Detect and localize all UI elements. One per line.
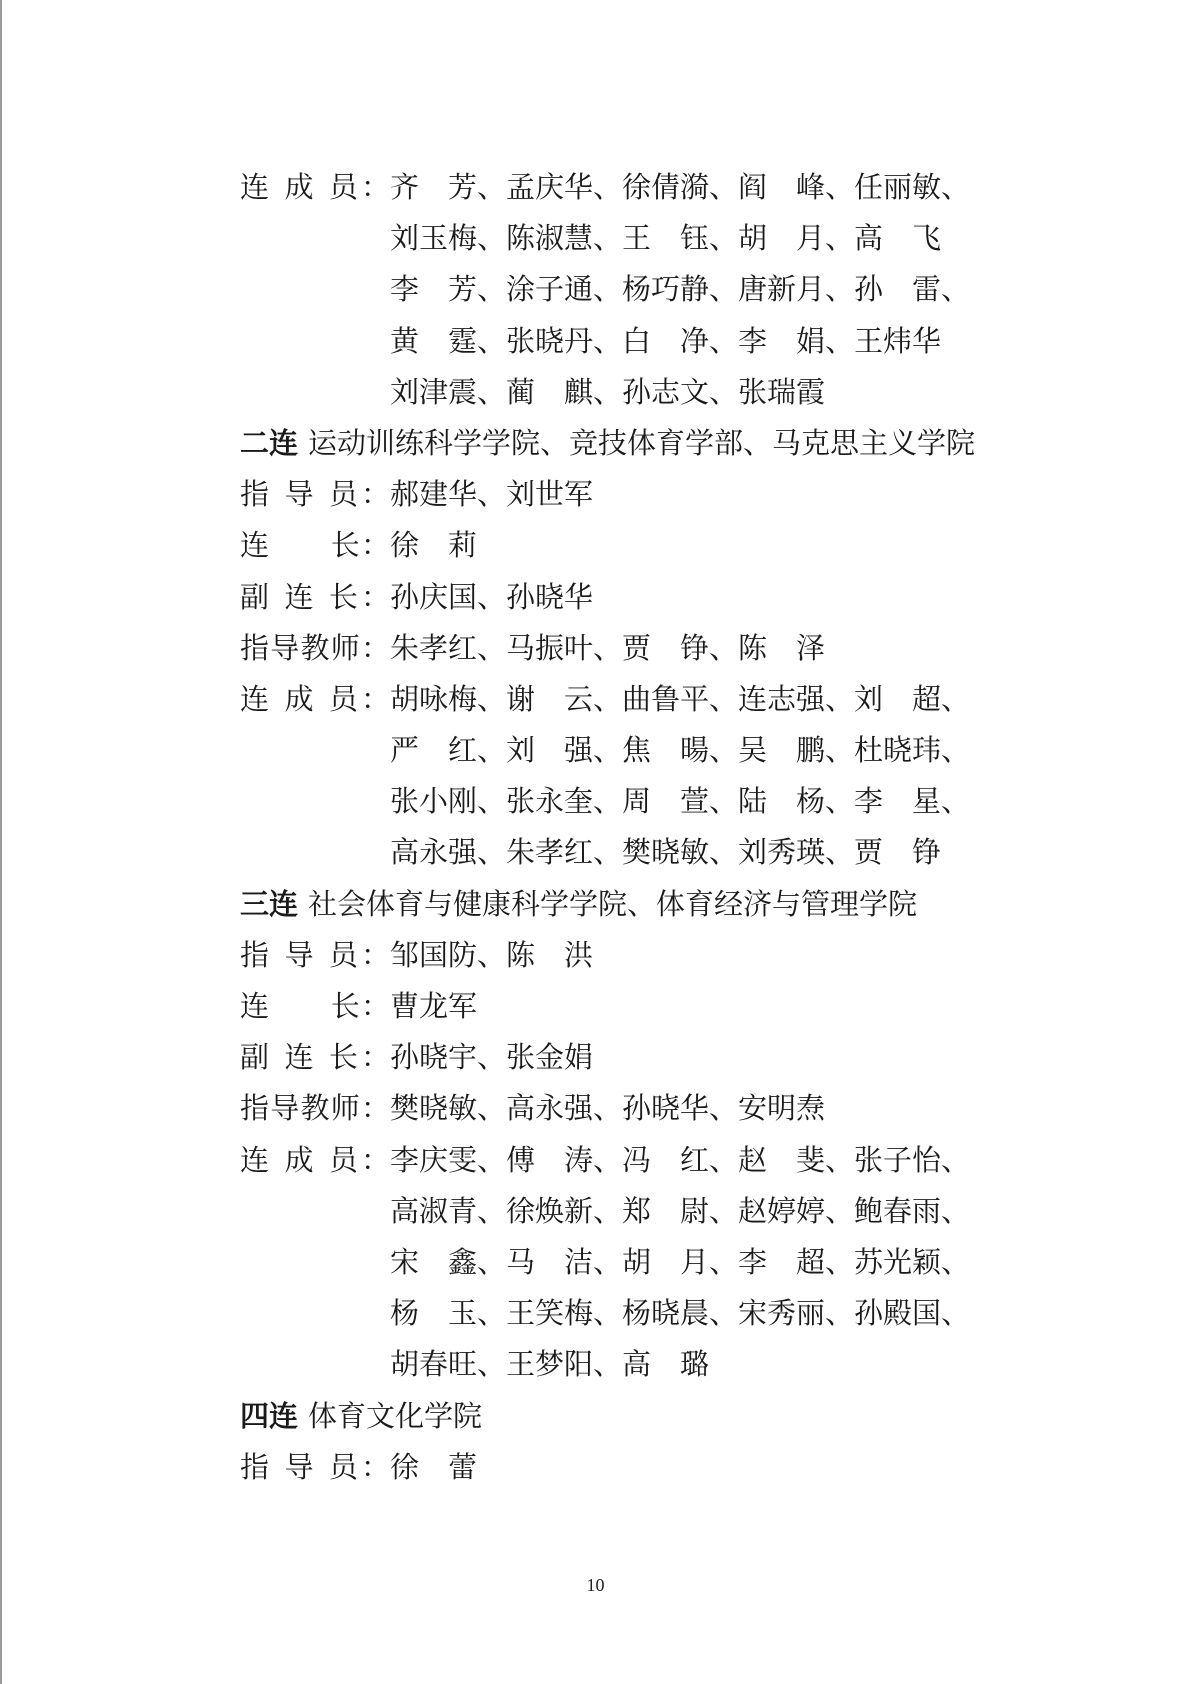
member-names: 郝建华、刘世军	[390, 477, 594, 512]
roster-line	[240, 1083, 1040, 1134]
member-names: 曹龙军	[390, 989, 478, 1023]
roster-line	[240, 930, 1040, 981]
roster-line-continued	[240, 1339, 1040, 1390]
member-names: 朱孝红、马振叶、贾 铮、陈 泽	[390, 630, 826, 665]
roster-line-continued	[240, 1186, 1040, 1237]
member-names: 张小刚、张永奎、周 萱、陆 杨、李 星、	[390, 784, 971, 819]
role-label: 副 连 长：	[240, 579, 390, 614]
company-title: 二连	[240, 425, 299, 460]
roster-line	[240, 1442, 1040, 1493]
member-names: 杨 玉、王笑梅、杨晓晨、宋秀丽、孙殿国、	[390, 1296, 971, 1331]
roster-line	[240, 981, 1040, 1032]
company-heading	[240, 418, 1040, 469]
company-units: 运动训练科学学院、竞技体育学部、马克思主义学院	[308, 425, 976, 460]
role-label: 连 成 员：	[240, 1142, 390, 1177]
roster-line-continued	[240, 1237, 1040, 1288]
member-names: 高淑青、徐焕新、郑 尉、赵婷婷、鲍春雨、	[390, 1193, 971, 1228]
role-label: 连 长：	[240, 528, 390, 563]
roster-line	[240, 469, 1040, 520]
member-names: 李庆雯、傅 涛、冯 红、赵 斐、张子怡、	[390, 1142, 971, 1177]
roster-line-continued	[240, 776, 1040, 827]
member-names: 高永强、朱孝红、樊晓敏、刘秀瑛、贾 铮	[390, 835, 942, 870]
member-names: 宋 鑫、马 洁、胡 月、李 超、苏光颖、	[390, 1244, 971, 1279]
company-heading	[240, 1391, 1040, 1442]
member-names: 邹国防、陈 洪	[390, 937, 594, 972]
roster-line	[240, 162, 1040, 213]
member-names: 孙晓宇、张金娟	[390, 1040, 594, 1075]
member-names: 徐 莉	[390, 528, 478, 563]
member-names: 刘玉梅、陈淑慧、王 钰、胡 月、高 飞	[390, 221, 942, 256]
member-names: 徐 蕾	[390, 1449, 478, 1484]
roster-line-continued	[240, 367, 1040, 418]
roster-line-continued	[240, 725, 1040, 776]
role-label: 连 长：	[240, 989, 390, 1023]
page-edge-line	[0, 0, 2, 1684]
member-names: 樊晓敏、高永强、孙晓华、安明焘	[390, 1091, 826, 1126]
roster-line	[240, 674, 1040, 725]
member-names: 严 红、刘 强、焦 暘、吴 鹏、杜晓玮、	[390, 733, 971, 768]
member-names: 胡咏梅、谢 云、曲鲁平、连志强、刘 超、	[390, 681, 971, 716]
member-names: 李 芳、涂子通、杨巧静、唐新月、孙 雷、	[390, 272, 971, 307]
member-names: 胡春旺、王梦阳、高 璐	[390, 1347, 710, 1382]
company-heading	[240, 879, 1040, 930]
roster-line-continued	[240, 1288, 1040, 1339]
role-label: 指 导 员：	[240, 477, 390, 512]
roster-line-continued	[240, 827, 1040, 878]
company-title: 三连	[240, 886, 299, 921]
member-names: 黄 霆、张晓丹、白 净、李 娟、王炜华	[390, 323, 942, 358]
role-label: 指 导 员：	[240, 1449, 390, 1484]
company-title: 四连	[240, 1398, 299, 1433]
roster-line	[240, 520, 1040, 571]
role-label: 副 连 长：	[240, 1040, 390, 1075]
roster-content	[240, 162, 1040, 1493]
role-label: 指导教师：	[240, 630, 390, 665]
role-label: 指导教师：	[240, 1091, 390, 1126]
roster-line-continued	[240, 213, 1040, 264]
company-units: 体育文化学院	[308, 1398, 483, 1433]
roster-line	[240, 572, 1040, 623]
member-names: 刘津震、蔺 麒、孙志文、张瑞霞	[390, 374, 826, 409]
role-label: 连 成 员：	[240, 681, 390, 716]
roster-line	[240, 1032, 1040, 1083]
page-number: 10	[586, 1575, 605, 1595]
member-names: 齐 芳、孟庆华、徐倩漪、阎 峰、任丽敏、	[390, 170, 971, 204]
member-names: 孙庆国、孙晓华	[390, 579, 594, 614]
roster-line	[240, 1135, 1040, 1186]
roster-line	[240, 623, 1040, 674]
roster-line-continued	[240, 316, 1040, 367]
role-label: 连 成 员：	[240, 170, 390, 204]
role-label: 指 导 员：	[240, 937, 390, 972]
company-units: 社会体育与健康科学学院、体育经济与管理学院	[308, 886, 918, 921]
roster-line-continued	[240, 264, 1040, 315]
